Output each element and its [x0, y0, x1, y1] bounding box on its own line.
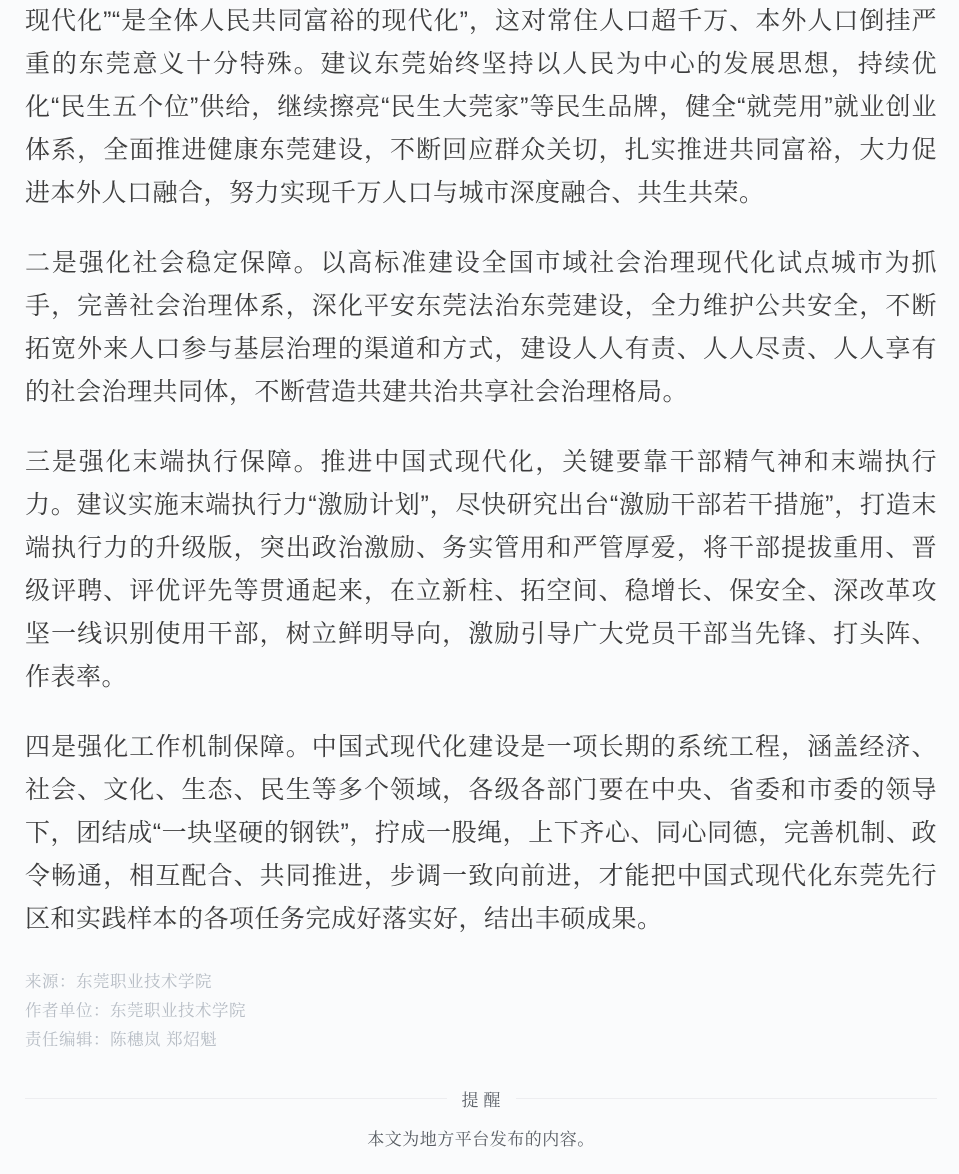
reminder-content: 本文为地方平台发布的内容。: [367, 1130, 595, 1149]
meta-source-line: 来源：东莞职业技术学院: [25, 973, 212, 991]
paragraph-work-mechanism: 四是强化工作机制保障。中国式现代化建设是一项长期的系统工程，涵盖经济、社会、文化、生态、民生等多个领域，各级各部门要在中央、省委和市委的领导下，团结成“一块坚硬的钢铁”，拧成一股绳，上下齐心、同心同德，完善机制、政令畅通，相互配合、共同推进，步调一致向前进，才能把中国式现代化东莞先行区和实践样本的各项任务完成好落实好，结出丰硕成果。: [25, 733, 937, 933]
paragraph-social-stability: 二是强化社会稳定保障。以高标准建设全国市域社会治理现代化试点城市为抓手，完善社会治理体系，深化平安东莞法治东莞建设，全力维护公共安全，不断拓宽外来人口参与基层治理的渠道和方式，建设人人有责、人人尽责、人人享有的社会治理共同体，不断营造共建共治共享社会治理格局。: [25, 249, 937, 406]
meta-editor-line: 责任编辑：陈穗岚 郑炤魁: [25, 1031, 218, 1049]
paragraph-execution: 三是强化末端执行保障。推进中国式现代化，关键要靠干部精气神和末端执行力。建议实施末端执行力“激励计划”，尽快研究出台“激励干部若干措施”，打造末端执行力的升级版，突出政治激励、务实管用和严管厚爱，将干部提拔重用、晋级评聘、评优评先等贯通起来，在立新柱、拓空间、稳增长、保安全、深改革攻坚一线识别使用干部，树立鲜明导向，激励引导广大党员干部当先锋、打头阵、作表率。: [25, 448, 937, 691]
divider-line-right: [516, 1098, 938, 1099]
reminder-title: 提醒: [461, 1090, 506, 1110]
meta-author-unit-line: 作者单位：东莞职业技术学院: [25, 1002, 246, 1020]
reminder-section: [25, 1086, 937, 1152]
reminder-divider: [25, 1086, 937, 1110]
paragraph-livelihood: 现代化”“是全体人民共同富裕的现代化”，这对常住人口超千万、本外人口倒挂严重的东莞意义十分特殊。建议东莞始终坚持以人民为中心的发展思想，持续优化“民生五个位”供给，继续擦亮“民生大莞家”等民生品牌，健全“就莞用”就业创业体系，全面推进健康东莞建设，不断回应群众关切，扎实推进共同富裕，大力促进本外人口融合，努力实现千万人口与城市深度融合、共生共荣。: [25, 7, 937, 207]
divider-line-left: [25, 1098, 447, 1099]
article-meta: [25, 968, 937, 1055]
